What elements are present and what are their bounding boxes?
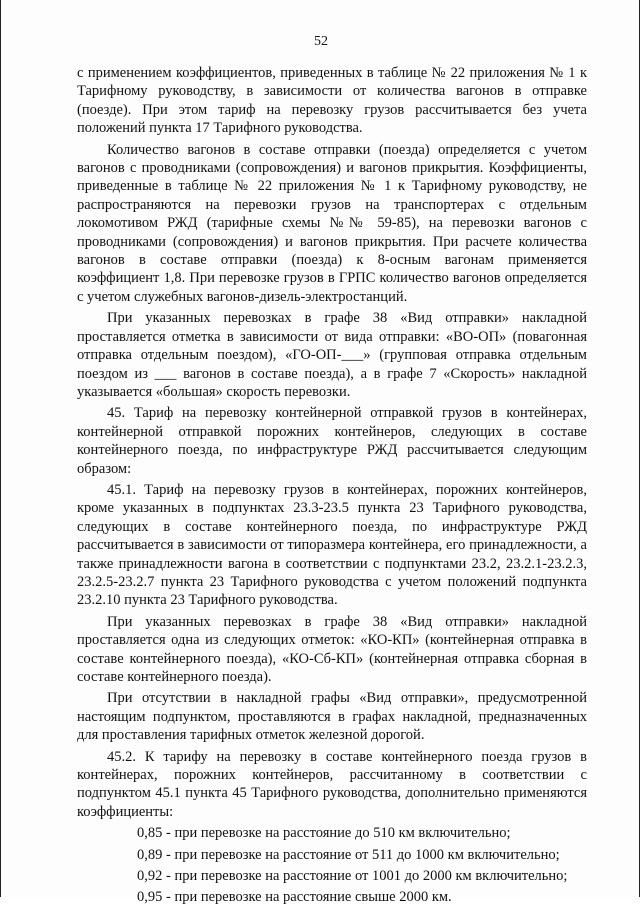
coefficient-item: 0,89 - при перевозке на расстояние от 511 до 1000 км включительно; (137, 846, 560, 863)
paragraph-shipment-mark: При указанных перевозках в графе 38 «Вид отправки» накладной проставляется отметка в зависимости от вида отправки: «ВО-ОП» (повагонная отправка отдельным поездом), «ГО-ОП-___» (групповая отправка отдельным поездом из ___ вагонов в составе поезда), а в графе 7 «Скорость» накладной указывается «большая» скорость перевозки. (77, 310, 587, 400)
paragraph-missing-field: При отсутствии в накладной графы «Вид отправки», предусмотренной настоящим подпунктом, проставляются в графах накладной, предназначенных для проставления тарифных отметок железной дорогой. (77, 690, 587, 744)
paragraph-section-45-2: 45.2. К тарифу на перевозку в составе контейнерного поезда грузов в контейнерах, порожних контейнеров, рассчитанному в соответствии с подпунктом 45.1 пункта 45 Тарифного руководства, дополнительно применяются коэффициенты: (77, 748, 587, 820)
paragraph-continuation: с применением коэффициентов, приведенных в таблице № 22 приложения № 1 к Тарифному руководству, в зависимости от количества вагонов в отправке (поезде). При этом тариф на перевозку грузов рассчитывается без учета положений пункта 17 Тарифного руководства. (77, 65, 587, 137)
paragraph-wagon-count: Количество вагонов в составе отправки (поезда) определяется с учетом вагонов с проводниками (сопровождения) и вагонов прикрытия. Коэффициенты, приведенные в таблице № 22 приложения № 1 к Тарифному руководству, не распространяются на перевозки грузов на транспортерах с отдельным локомотивом РЖД (тарифные схемы №№ 59-85), на перевозки вагонов с проводниками (сопровождения) и вагонов прикрытия. При расчете количества вагонов в составе отправки (поезда) к 8-осным вагонам применяется коэффициент 1,8. При перевозке грузов в ГРПС количество вагонов определяется с учетом служебных вагонов-дизель-электростанций. (77, 141, 587, 305)
coefficient-item: 0,95 - при перевозке на расстояние свыше 2000 км. (137, 889, 452, 906)
page-number: 52 (314, 34, 328, 49)
paragraph-section-45: 45. Тариф на перевозку контейнерной отправкой грузов в контейнерах, контейнерной отправкой порожних контейнеров, следующих в составе контейнерного поезда, по инфраструктуре РЖД рассчитывается следующим образом: (77, 405, 587, 477)
paragraph-container-marks: При указанных перевозках в графе 38 «Вид отправки» накладной проставляется одна из следующих отметок: «КО-КП» (контейнерная отправка в составе контейнерного поезда), «КО-Сб-КП» (контейнерная отправка сборная в составе контейнерного поезда). (77, 613, 587, 685)
paragraph-section-45-1: 45.1. Тариф на перевозку грузов в контейнерах, порожних контейнеров, кроме указанных в подпунктах 23.3-23.5 пункта 23 Тарифного руководства, следующих в составе контейнерного поезда, по инфраструктуре РЖД рассчитывается в зависимости от типоразмера контейнера, его принадлежности, а также принадлежности вагона в соответствии с подпунктами 23.2, 23.2.1-23.2.3, 23.2.5-23.2.7 пункта 23 Тарифного руководства с учетом положений подпункта 23.2.10 пункта 23 Тарифного руководства. (77, 481, 587, 609)
coefficient-item: 0,85 - при перевозке на расстояние до 510 км включительно; (137, 825, 511, 842)
coefficient-item: 0,92 - при перевозке на расстояние от 1001 до 2000 км включительно; (137, 868, 568, 885)
document-body (77, 64, 587, 910)
